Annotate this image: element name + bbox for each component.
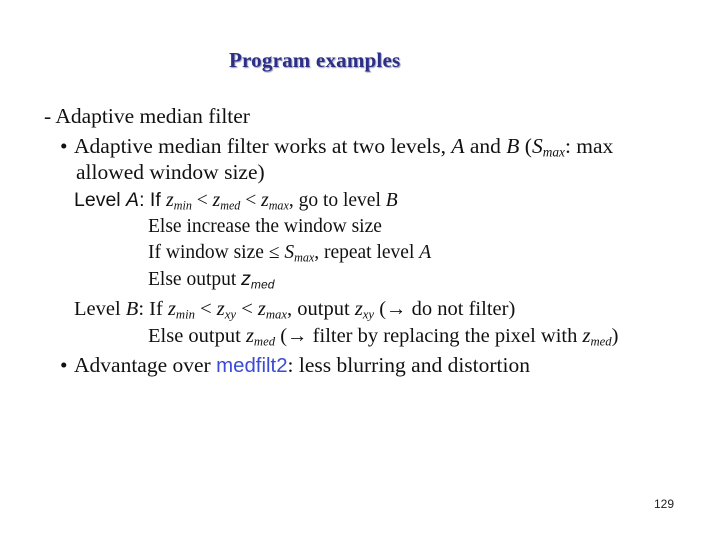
bullet-text: ( [519, 134, 532, 158]
level-label: : If [139, 189, 167, 211]
var-subscript: min [175, 307, 195, 322]
level-var: B [385, 190, 398, 211]
var-z: z [261, 190, 269, 211]
level-a-else-output [148, 268, 274, 291]
level-var: B [125, 298, 139, 320]
operator: < [240, 190, 262, 211]
bullet-symbol: • [60, 134, 68, 158]
level-label: Level [74, 298, 126, 320]
var-s: S [531, 134, 543, 158]
bullet-adaptive-levels-cont: allowed window size) [76, 160, 265, 184]
level-label: : If [138, 298, 168, 320]
text: (→ filter by replacing the pixel with [275, 325, 583, 347]
var-subscript: med [590, 334, 612, 349]
bullet-adaptive-levels [60, 134, 613, 161]
bullet-text: Advantage over [74, 353, 217, 377]
bullet-text: : less blurring and distortion [287, 353, 530, 377]
var-a: A [451, 134, 465, 158]
level-var: A [126, 189, 140, 211]
var-subscript: med [220, 198, 241, 213]
text: If window size ≤ [148, 242, 285, 263]
level-label: Level [74, 189, 127, 211]
bullet-text: and [464, 134, 507, 158]
var-z: z [582, 325, 591, 347]
text: Else output [148, 325, 246, 347]
var-subscript: xy [224, 307, 237, 322]
var-z: z [166, 190, 174, 211]
operator: < [191, 190, 213, 211]
var-z: z [245, 325, 254, 347]
var-s: S [284, 242, 295, 263]
var-subscript: xy [362, 307, 375, 322]
var-z: z [241, 268, 251, 290]
text: , go to level [288, 190, 386, 211]
var-subscript: min [173, 198, 192, 213]
var-z: z [354, 298, 363, 320]
level-var: A [419, 242, 432, 263]
level-a-if-window [148, 242, 431, 265]
level-a-condition [74, 189, 398, 213]
var-subscript: max [294, 250, 315, 265]
level-b-condition [74, 298, 515, 323]
var-subscript: med [253, 334, 276, 349]
text: Else output [148, 269, 242, 290]
bullet-advantage [60, 353, 530, 378]
operator: < [236, 298, 258, 320]
slide-title: Program examples [229, 48, 401, 72]
level-a-else-increase: Else increase the window size [148, 216, 382, 237]
var-s-subscript: max [542, 144, 565, 160]
var-z: z [216, 298, 225, 320]
bullet-text: Adaptive median filter works at two levels, [74, 134, 452, 158]
var-z: z [212, 190, 221, 211]
var-subscript: max [265, 307, 288, 322]
level-b-else-output [148, 325, 619, 350]
text: , repeat level [314, 242, 420, 263]
text: (→ do not filter) [374, 298, 516, 320]
var-z: z [257, 298, 266, 320]
var-z: z [167, 298, 176, 320]
page-number: 129 [654, 497, 675, 511]
text: , output [287, 298, 355, 320]
section-heading: - Adaptive median filter [44, 104, 250, 128]
text: ) [611, 325, 619, 347]
bullet-symbol: • [60, 353, 68, 377]
var-subscript: max [268, 198, 289, 213]
operator: < [194, 298, 217, 320]
function-name: medfilt2 [216, 355, 288, 377]
bullet-text: : max [564, 134, 614, 158]
var-subscript: med [250, 277, 275, 292]
var-b: B [506, 134, 520, 158]
